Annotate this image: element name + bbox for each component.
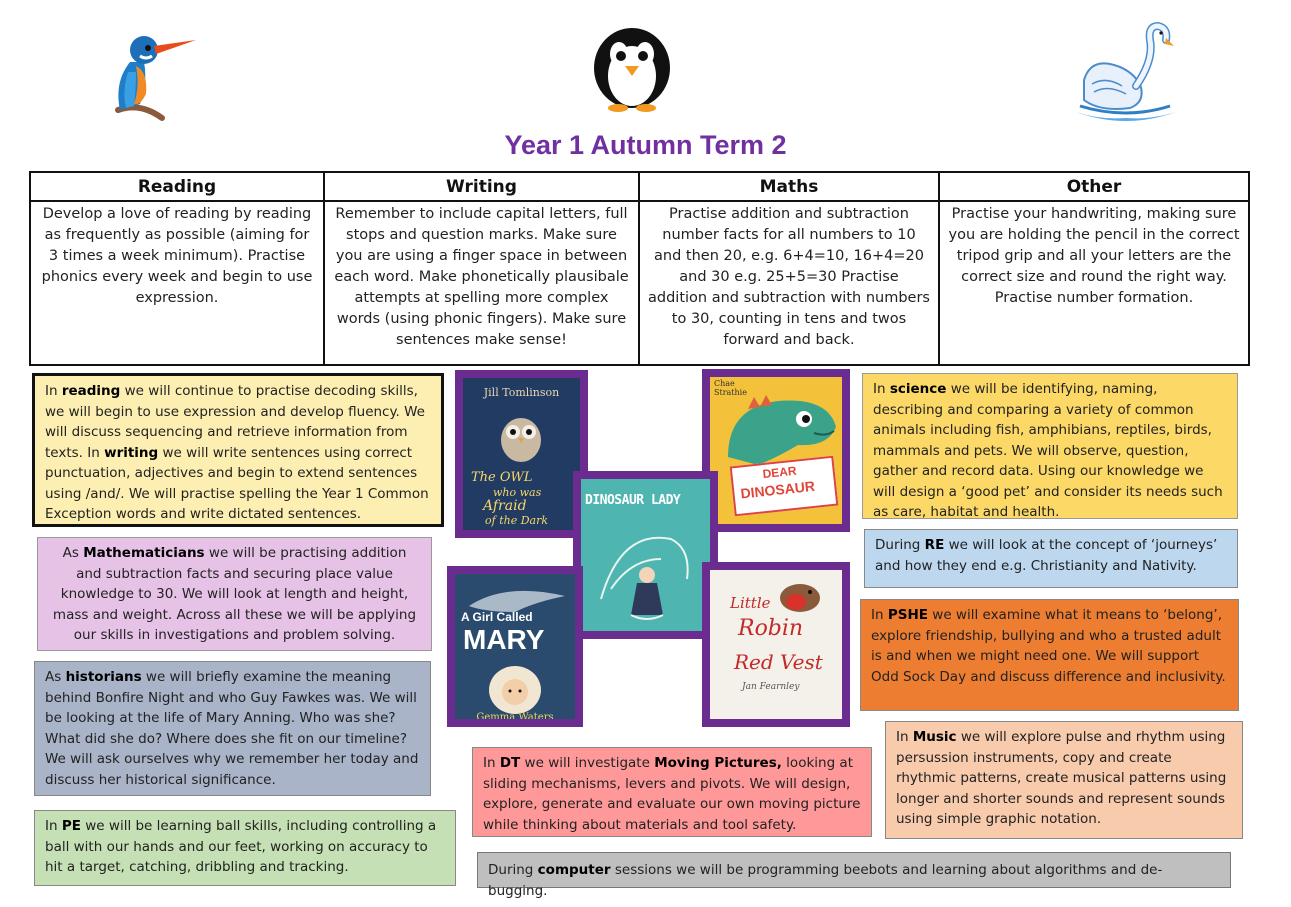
book-owl-title-1: The OWL: [471, 470, 533, 485]
book-dear-dinosaur-title-2: DINOSAUR: [739, 477, 816, 502]
keyword-dt: DT: [499, 755, 521, 771]
book-robin-title-2: Robin: [738, 616, 804, 641]
swan-icon: [1070, 20, 1182, 128]
re-box: During RE we will look at the concept of ‘journeys’ and how they end e.g. Christianity and Nativity.: [864, 529, 1238, 588]
keyword-mathematicians: Mathematicians: [83, 545, 205, 561]
book-dinosaur-lady-title: DINOSAUR LADY: [585, 493, 681, 508]
dinosaur-illustration: [718, 387, 844, 467]
keyword-moving-pictures: Moving Pictures,: [654, 755, 782, 771]
overview-header-row: [30, 172, 1249, 201]
book-owl-title-3: Afraid: [483, 498, 527, 514]
dinosaur-lady-illustration: [591, 519, 701, 629]
book-mary-author: Gemma Waters: [476, 712, 554, 723]
pshe-box: In PSHE we will examine what it means to ‘belong’, explore friendship, bullying and who a trusted adult is and when we might need one. We will support Odd Sock Day and discuss difference and inclusivity.: [860, 599, 1239, 711]
pe-box: In PE we will be learning ball skills, including controlling a ball with our hands and our feet, working on accuracy to hit a target, catching, dribbling and tracking.: [34, 810, 456, 886]
mary-portrait-illustration: [477, 662, 553, 714]
owl-illustration: [491, 408, 551, 464]
overview-table: [29, 171, 1250, 366]
book-mary-title-2: MARY: [463, 624, 545, 655]
keyword-historians: historians: [65, 669, 142, 685]
book-robin-title-3: Red Vest: [734, 650, 823, 674]
keyword-pe: PE: [61, 818, 81, 834]
keyword-computer: computer: [537, 862, 611, 878]
dt-box: In DT we will investigate Moving Pictures, looking at sliding mechanisms, levers and pivots. We will design, explore, generate and evaluate our own moving picture while thinking about materials and tool safety.: [472, 747, 872, 837]
book-dear-dinosaur-title-1: DEAR: [761, 463, 798, 482]
overview-body-row: [30, 201, 1249, 365]
keyword-science: science: [889, 381, 947, 397]
header-writing: Writing: [324, 172, 639, 201]
book-mary-title-1: A Girl Called: [461, 610, 533, 624]
keyword-pshe: PSHE: [887, 607, 928, 623]
history-box: As historians we will briefly examine the meaning behind Bonfire Night and who Guy Fawkes was. We will be looking at the life of Mary Anning. Who was she? What did she do? Where does she fit on our timeline? We will ask ourselves why we remember her today and discuss her historical significance.: [34, 661, 431, 796]
book-a-girl-called-mary: [447, 566, 583, 727]
page-title: Year 1 Autumn Term 2: [504, 130, 787, 160]
cell-writing: Remember to include capital letters, full stops and question marks. Make sure you are using a finger space in between each word. Make phonetically plausibale attempts at spelling more complex words (using phonic fingers). Make sure sentences make sense!: [324, 201, 639, 365]
keyword-reading: reading: [61, 383, 121, 399]
keyword-writing: writing: [104, 444, 159, 461]
cell-other: Practise your handwriting, making sure you are holding the pencil in the correct tripod grip and all your letters are the correct size and round the right way. Practise number formation.: [939, 201, 1249, 365]
book-owl-title-4: of the Dark: [485, 514, 549, 527]
kingfisher-icon: [100, 22, 200, 127]
cell-reading: Develop a love of reading by reading as frequently as possible (aiming for 3 times a week minimum). Practise phonics every week and begin to use expression.: [30, 201, 324, 365]
computer-box: During computer sessions we will be programming beebots and learning about algorithms and de-bugging.: [477, 852, 1231, 888]
header-maths: Maths: [639, 172, 939, 201]
music-box: In Music we will explore pulse and rhythm using persussion instruments, copy and create rhythmic patterns, create musical patterns using longer and shorter sounds and represent sounds using simple graphic notation.: [885, 721, 1243, 839]
book-dinosaur-lady: [573, 471, 718, 639]
keyword-music: Music: [912, 729, 957, 745]
cell-maths: Practise addition and subtraction number facts for all numbers to 10 and then 20, e.g. 6+4=10, 16+4=20 and 30 e.g. 25+5=30 Practise addition and subtraction with numbers to 30, counting in tens and twos forward and back.: [639, 201, 939, 365]
book-dear-dinosaur: [702, 369, 850, 532]
header-other: Other: [939, 172, 1249, 201]
book-owl-afraid-of-dark: [455, 370, 588, 538]
header-reading: Reading: [30, 172, 324, 201]
book-robin-title-1: Little: [730, 594, 771, 612]
book-owl-title-2: who was: [493, 486, 542, 499]
book-owl-author: Jill Tomlinson: [483, 386, 560, 399]
penguin-icon: [582, 20, 682, 112]
dear-dinosaur-envelope: [730, 456, 839, 517]
book-little-robin-red-vest: [702, 562, 850, 727]
book-robin-author: Jan Fearnley: [742, 682, 800, 692]
keyword-re: RE: [924, 537, 945, 553]
science-box: In science we will be identifying, naming, describing and comparing a variety of common animals including fish, amphibians, reptiles, birds, mammals and pets. We will observe, question, gather and record data. Using our knowledge we will design a ‘good pet’ and consider its needs such as care, habitat and health.: [862, 373, 1238, 519]
book-dear-dinosaur-author: Chae Strathie: [714, 379, 747, 397]
maths-box: As Mathematicians we will be practising addition and subtraction facts and securing place value knowledge to 30. We will look at length and height, mass and weight. Across all these we will be applying our skills in investigations and problem solving.: [37, 537, 432, 651]
robin-illustration: [766, 574, 836, 618]
reading-writing-box: In reading we will continue to practise decoding skills, we will begin to use expression and develop fluency. We will discuss sequencing and retrieve information from texts. In writing we will write sentences using correct punctuation, adjectives and begin to extend sentences using /and/. We will practise spelling the Year 1 Common Exception words and write dictated sentences.: [32, 373, 444, 527]
